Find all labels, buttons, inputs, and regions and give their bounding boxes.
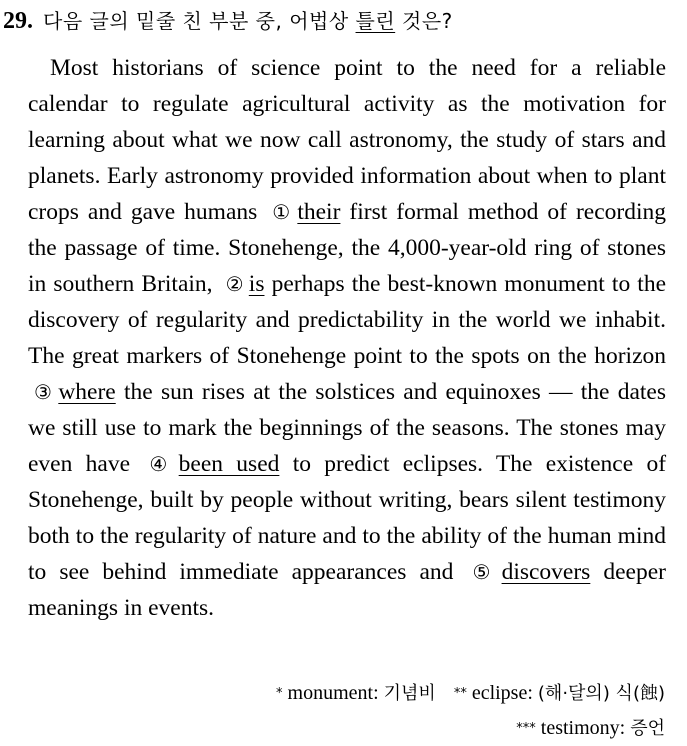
question-prompt-start: 다음 글의 밑줄 친 부분 중, 어법상	[43, 9, 356, 33]
question-prompt-underlined: 틀린	[355, 9, 396, 33]
footnote-meaning: 증언	[630, 718, 665, 739]
footnote-line	[25, 676, 665, 711]
footnote-term: eclipse:	[471, 682, 533, 704]
marker-1-text: their	[297, 199, 341, 225]
marker-4-number: ④	[149, 452, 175, 476]
footnote-stars: *	[276, 686, 283, 701]
footnote-meaning: 기념비	[383, 683, 436, 704]
marker-5-text: discovers	[501, 559, 591, 585]
marker-3	[34, 379, 116, 405]
footnote-monument	[276, 682, 436, 704]
footnote-meaning: (해·달의) 식(蝕)	[537, 683, 665, 704]
footnote-testimony	[516, 717, 665, 739]
passage-text: deeper meanings in events.	[28, 559, 666, 621]
footnote-term: testimony:	[540, 717, 626, 739]
passage-paragraph	[28, 50, 666, 626]
marker-4	[149, 451, 279, 477]
marker-2-number: ②	[225, 272, 245, 296]
reading-passage	[28, 50, 666, 626]
question-number: 29.	[3, 8, 33, 34]
passage-text: the sun rises at the solstices and equinoxes — the dates we still use to mark the beginnings of the seasons. The stones may even have	[28, 379, 666, 477]
question-prompt	[43, 9, 453, 33]
question-header	[3, 3, 683, 39]
marker-5	[472, 559, 590, 585]
marker-5-number: ⑤	[472, 560, 498, 584]
passage-text: perhaps the best-known monument to the discovery of regularity and predictability in the world we inhabit. The great markers of Stonehenge point to the spots on the horizon	[28, 271, 666, 369]
question-prompt-end: 것은?	[395, 9, 453, 33]
passage-text: first formal method of recording the passage of time. Stonehenge, the 4,000-year-old ring of stones in southern Britain,	[28, 199, 666, 297]
footnote-term: monument:	[287, 682, 379, 704]
marker-1-number: ①	[272, 200, 294, 224]
footnote-eclipse	[454, 682, 665, 704]
footnote-line	[25, 711, 665, 746]
marker-1	[272, 199, 340, 225]
footnote-stars: ***	[516, 721, 536, 736]
footnotes	[25, 676, 665, 746]
marker-3-number: ③	[34, 380, 55, 404]
marker-3-text: where	[58, 379, 116, 405]
marker-2-text: is	[248, 271, 265, 297]
marker-4-text: been used	[178, 451, 280, 477]
footnote-stars: **	[453, 686, 467, 701]
marker-2	[226, 271, 265, 297]
passage-text: Most historians of science point to the need for a reliable calendar to regulate agricultural activity as the motivation for learning about what we now call astronomy, the study of stars and planets. Early astronomy provided information about when to plant crops and gave humans	[28, 55, 666, 225]
passage-text: to predict eclipses. The existence of Stonehenge, built by people without writing, bears silent testimony both to the regularity of nature and to the ability of the human mind to see behind immediate appearances and	[28, 451, 667, 585]
